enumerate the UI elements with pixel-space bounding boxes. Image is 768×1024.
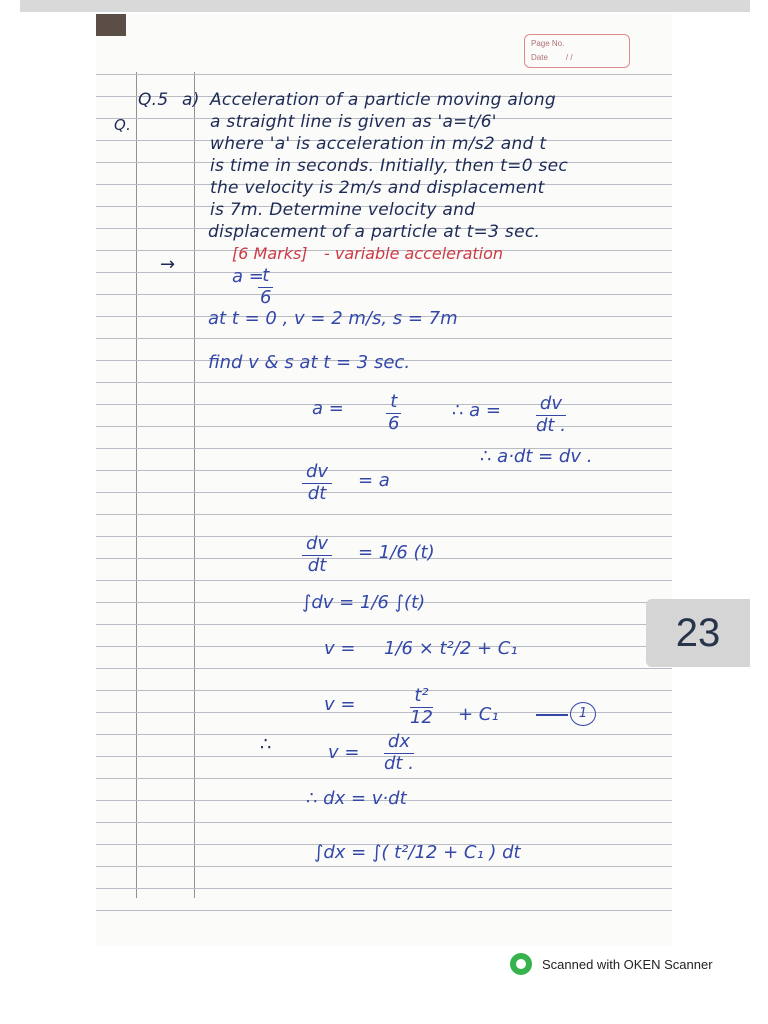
binding-strip <box>96 14 126 36</box>
eq1-dash <box>536 714 568 716</box>
step8: ∫dx = ∫( t²/12 + C₁ ) dt <box>314 842 521 863</box>
step2-rhs: = 1/6 (t) <box>358 542 435 563</box>
step1-rhs: = a <box>358 470 390 491</box>
ruled-line <box>96 74 672 75</box>
margin-line-left <box>136 72 137 898</box>
question-line-3: where 'a' is acceleration in m/s2 and t <box>210 134 547 154</box>
step1-fraction: $\frac{dv}{dt}$ <box>302 462 332 504</box>
scanner-label: Scanned with OKEN Scanner <box>542 956 713 972</box>
step4-rhs: 1/6 × t²/2 + C₁ <box>384 638 518 659</box>
question-line-7: displacement of a particle at t=3 sec. <box>208 222 541 242</box>
page-no-label: Page No. <box>531 39 565 48</box>
therefore-symbol: ∴ <box>260 734 272 755</box>
answer-arrow: → <box>160 254 176 275</box>
ruled-line <box>96 492 672 493</box>
given-lhs: a = <box>232 266 264 287</box>
ruled-line <box>96 888 672 889</box>
question-line-4: is time in seconds. Initially, then t=0 sec <box>210 156 569 176</box>
ruled-line <box>96 294 672 295</box>
step7: ∴ dx = v·dt <box>306 788 407 809</box>
step5-lhs: v = <box>324 694 356 715</box>
ruled-line <box>96 382 672 383</box>
ruled-line <box>96 866 672 867</box>
ruled-line <box>96 580 672 581</box>
step6-lhs: v = <box>328 742 360 763</box>
page-date-box <box>524 34 630 68</box>
page-number-badge: 23 <box>646 599 750 667</box>
ruled-line <box>96 668 672 669</box>
question-line-2: a straight line is given as 'a=t/6' <box>210 112 497 132</box>
topic-label: - variable acceleration <box>324 244 504 263</box>
given-fraction: $\frac{t}{6}$ <box>260 265 272 308</box>
initial-conditions: at t = 0 , v = 2 m/s, s = 7m <box>208 308 458 329</box>
margin-line-right <box>194 72 195 898</box>
step4-lhs: v = <box>324 638 356 659</box>
margin-q-mark: Q. <box>114 116 132 134</box>
scanner-watermark <box>510 953 713 975</box>
step2-fraction: $\frac{dv}{dt}$ <box>302 534 332 576</box>
dv-dt-fraction: $\frac{dv}{dt .}$ <box>536 393 566 436</box>
step3-integral: ∫dv = 1/6 ∫(t) <box>302 592 426 613</box>
ruled-line <box>96 338 672 339</box>
notebook-page <box>96 14 672 946</box>
ruled-line <box>96 910 672 911</box>
question-line-6: is 7m. Determine velocity and <box>210 200 476 220</box>
since-a: ∴ a = <box>452 400 502 421</box>
ruled-line <box>96 536 672 537</box>
step5-fraction: $\frac{\text{t²}}{12}$ <box>410 685 433 728</box>
ruled-line <box>96 624 672 625</box>
marks-label: [6 Marks] <box>232 244 308 263</box>
equation-number-1: 1 <box>570 702 596 726</box>
date-label: Date / / <box>531 53 573 62</box>
question-part: a) <box>182 90 200 110</box>
ruled-line <box>96 514 672 515</box>
find-statement: find v & s at t = 3 sec. <box>208 352 411 373</box>
a-lhs: a = <box>312 398 344 419</box>
ruled-line <box>96 272 672 273</box>
step6-fraction: $\frac{dx}{dt .}$ <box>384 731 414 774</box>
top-bar <box>20 0 750 12</box>
ruled-line <box>96 778 672 779</box>
oken-logo-icon <box>510 953 532 975</box>
adt-equals-dv: ∴ a·dt = dv . <box>480 446 593 467</box>
question-number: Q.5 <box>138 90 169 110</box>
ruled-line <box>96 822 672 823</box>
question-line-1: Acceleration of a particle moving along <box>210 90 556 110</box>
question-line-5: the velocity is 2m/s and displacement <box>210 178 545 198</box>
step5-tail: + C₁ <box>458 704 499 725</box>
a-fraction: $\frac{t}{6}$ <box>388 391 400 434</box>
ruled-line <box>96 690 672 691</box>
